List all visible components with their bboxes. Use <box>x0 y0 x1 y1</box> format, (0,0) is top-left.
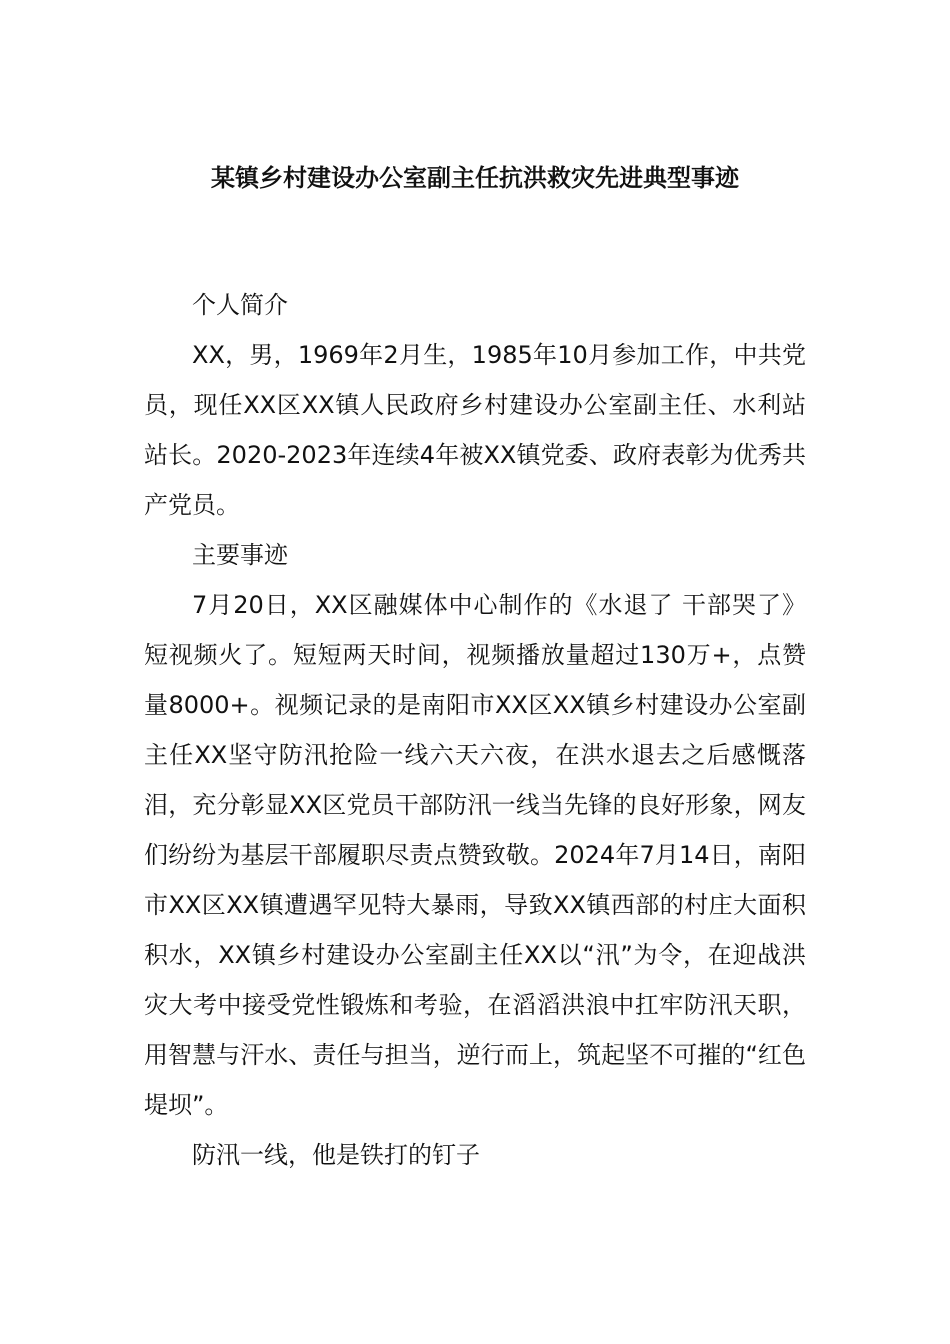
document-body <box>144 280 806 1180</box>
section-heading-frontline: 防汛一线，他是铁打的钉子 <box>192 1141 480 1169</box>
section-heading-profile: 个人简介 <box>192 291 288 319</box>
paragraph-deeds: 7月20日，XX区融媒体中心制作的《水退了 干部哭了》短视频火了。短短两天时间，视频播放量超过130万+，点赞量8000+。视频记录的是南阳市XX区XX镇乡村建设办公室副主任XX坚守防汛抢险一线六天六夜，在洪水退去之后感慨落泪，充分彰显XX区党员干部防汛一线当先锋的良好形象，网友们纷纷为基层干部履职尽责点赞致敬。2024年7月14日，南阳市XX区XX镇遭遇罕见特大暴雨，导致XX镇西部的村庄大面积积水，XX镇乡村建设办公室副主任XX以“汛”为令，在迎战洪灾大考中接受党性锻炼和考验，在滔滔洪浪中扛牢防汛天职，用智慧与汗水、责任与担当，逆行而上，筑起坚不可摧的“红色堤坝”。 <box>144 591 806 1119</box>
section-heading-deeds: 主要事迹 <box>192 541 288 569</box>
document-title: 某镇乡村建设办公室副主任抗洪救灾先进典型事迹 <box>211 164 739 192</box>
paragraph-profile: XX，男，1969年2月生，1985年10月参加工作，中共党员，现任XX区XX镇人民政府乡村建设办公室副主任、水利站站长。2020-2023年连续4年被XX镇党委、政府表彰为优秀共产党员。 <box>144 341 806 519</box>
